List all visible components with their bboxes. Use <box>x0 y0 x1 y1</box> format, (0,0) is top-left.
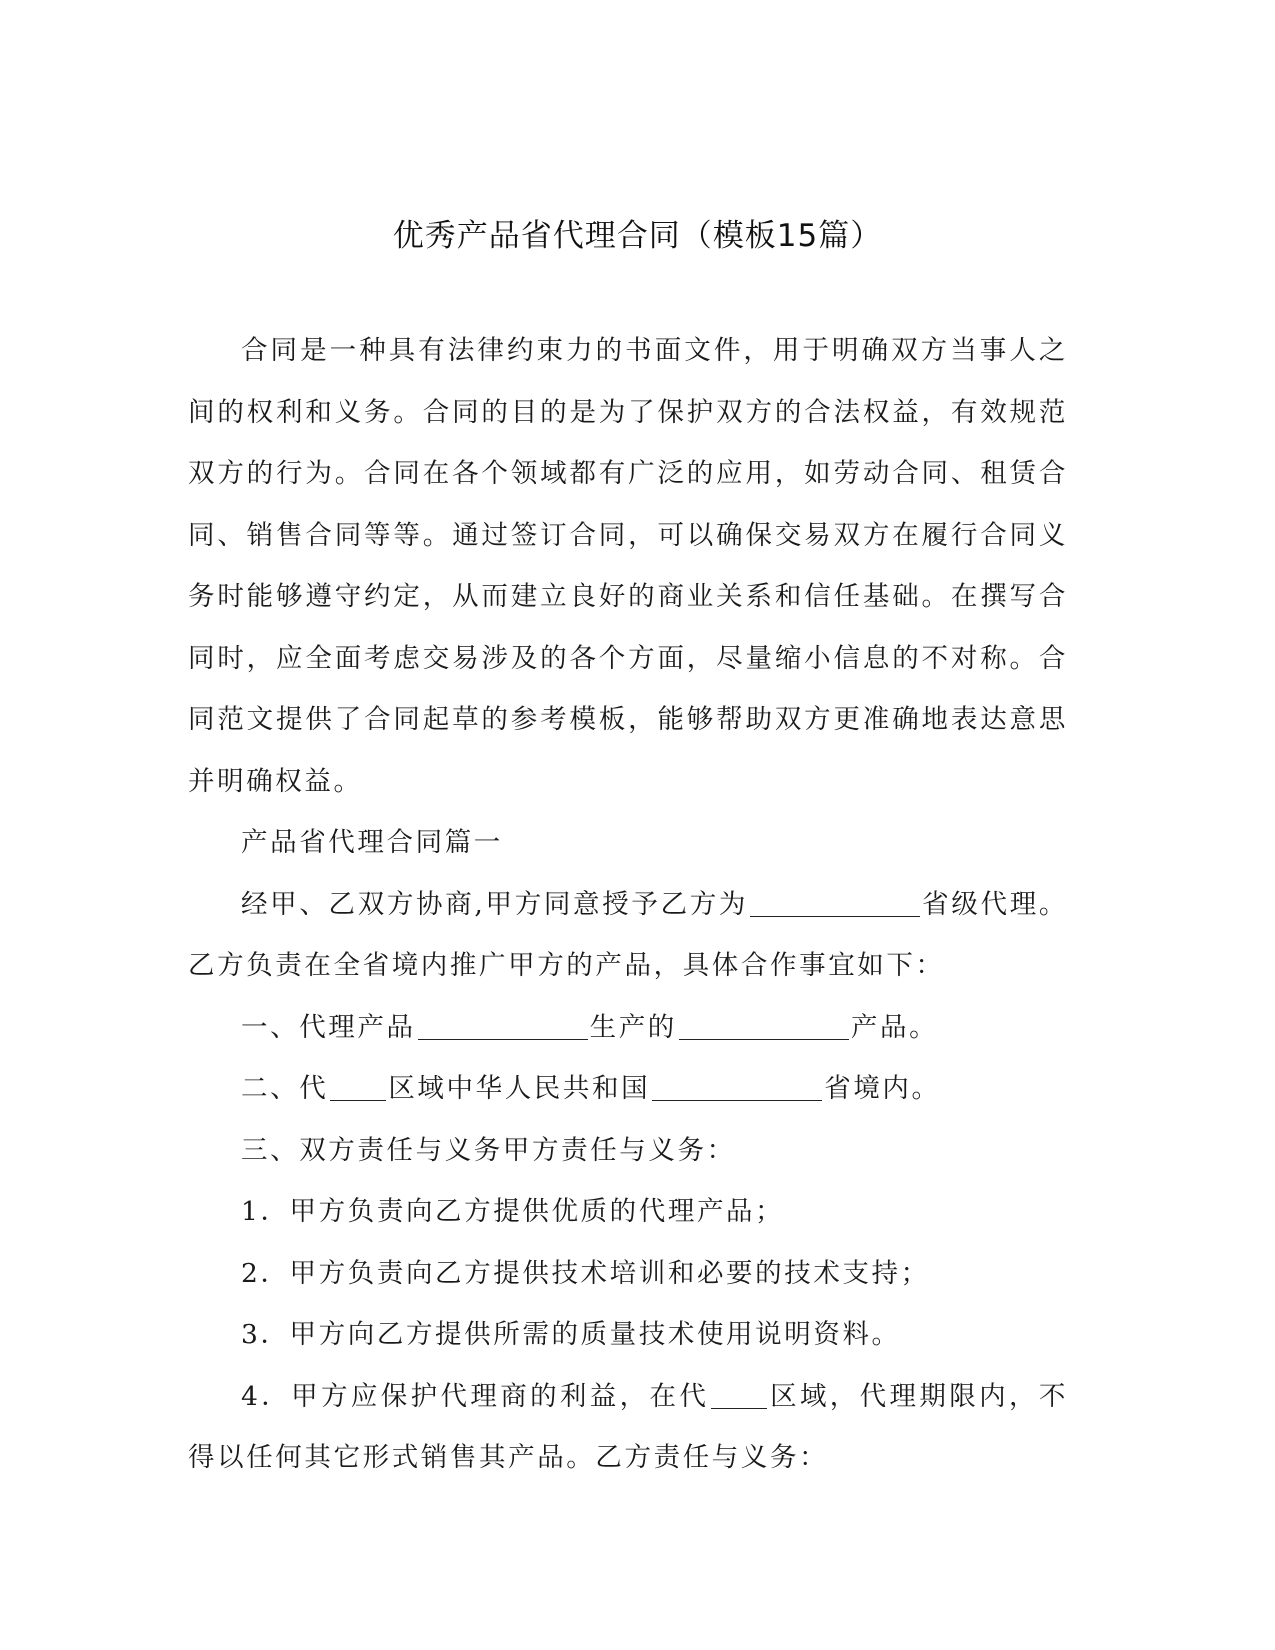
blank-field <box>711 1378 767 1409</box>
clause-text: 二、代 <box>241 1073 329 1104</box>
agreement-text-start: 经甲、乙双方协商,甲方同意授予乙方为 <box>241 888 749 920</box>
agreement-text-end: 省级代理。乙方负责在全省境内推广甲方的产品，具体合作事宜如下： <box>188 888 1068 981</box>
clause-text: 生产的 <box>589 1011 677 1043</box>
clause-text: 区域中华人民共和国 <box>388 1073 651 1104</box>
clause-responsibilities: 三、双方责任与义务甲方责任与义务： <box>241 1134 736 1166</box>
section-heading: 产品省代理合同篇一 <box>241 827 503 858</box>
duty-text: 4．甲方应保护代理商的利益，在代 <box>241 1380 710 1412</box>
blank-field <box>679 1009 849 1040</box>
document-body <box>188 320 1068 1489</box>
agreement-paragraph <box>188 874 1068 997</box>
clause-agency-region <box>188 1058 1068 1120</box>
clause-text: 一、代理产品 <box>241 1011 416 1043</box>
duty-item-2: 2．甲方负责向乙方提供技术培训和必要的技术支持； <box>241 1257 930 1289</box>
blank-field <box>330 1070 386 1101</box>
document-title: 优秀产品省代理合同（模板15篇） <box>392 218 883 254</box>
duty-text: 区域，代理期限内，不得以任何其它形式销售其产品。乙方责任与义务： <box>188 1380 1069 1473</box>
duty-item-4 <box>188 1366 1068 1489</box>
duty-item-1: 1．甲方负责向乙方提供优质的代理产品； <box>241 1196 785 1227</box>
clause-text: 省境内。 <box>824 1073 941 1104</box>
duty-item-3: 3．甲方向乙方提供所需的质量技术使用说明资料。 <box>241 1319 901 1350</box>
intro-paragraph: 合同是一种具有法律约束力的书面文件，用于明确双方当事人之间的权利和义务。合同的目的是为了保护双方的合法权益，有效规范双方的行为。合同在各个领域都有广泛的应用，如劳动合同、租赁合同、销售合同等等。通过签订合同，可以确保交易双方在履行合同义务时能够遵守约定，从而建立良好的商业关系和信任基础。在撰写合同时，应全面考虑交易涉及的各个方面，尽量缩小信息的不对称。合同范文提供了合同起草的参考模板，能够帮助双方更准确地表达意思并明确权益。 <box>188 335 1068 797</box>
blank-field <box>750 886 920 917</box>
clause-agency-product <box>188 997 1068 1059</box>
clause-text: 产品。 <box>850 1011 939 1043</box>
blank-field <box>418 1009 588 1040</box>
blank-field <box>652 1070 822 1101</box>
